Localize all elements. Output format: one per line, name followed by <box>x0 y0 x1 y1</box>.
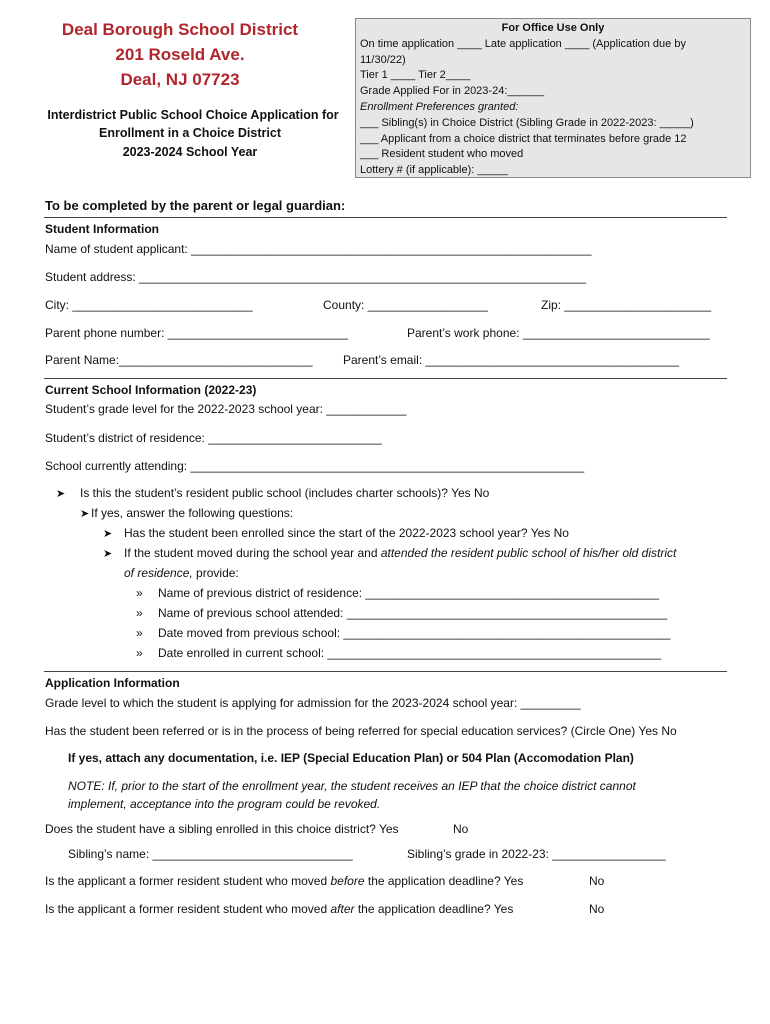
district-city: Deal, NJ 07723 <box>120 70 240 89</box>
moved-before-italic: before <box>330 874 365 888</box>
student-name-field[interactable]: Name of student applicant: ____________________________________________________________ <box>45 242 592 256</box>
sibling-name-field[interactable]: Sibling’s name: ______________________________ <box>68 847 353 861</box>
moved-question-cont <box>124 566 239 580</box>
double-arrow-icon: » <box>136 626 143 640</box>
office-line-lottery: Lottery # (if applicable): _____ <box>360 164 508 177</box>
moved-question-italic: attended the resident public school of his/her old district <box>380 546 677 560</box>
double-arrow-icon: » <box>136 606 143 620</box>
iep-note-line1: NOTE: If, prior to the start of the enrollment year, the student receives an IEP that the choice district cannot <box>68 779 636 793</box>
student-address-field[interactable]: Student address: ___________________________________________________________________ <box>45 270 587 284</box>
sibling-no-option[interactable]: No <box>453 822 469 836</box>
moved-after-text: Is the applicant a former resident student who moved <box>45 902 331 916</box>
date-moved-field[interactable]: Date moved from previous school: _________________________________________________ <box>158 626 671 640</box>
district-name: Deal Borough School District <box>61 20 299 39</box>
applying-grade-field[interactable]: Grade level to which the student is applying for admission for the 2023-2024 school year: _________ <box>45 696 581 710</box>
special-ed-question[interactable]: Has the student been referred or is in the process of being referred for special education services? (Circle One) Yes No <box>45 724 677 738</box>
attach-documentation-note: If yes, attach any documentation, i.e. IEP (Special Education Plan) or 504 Plan (Accomodation Plan) <box>68 751 634 765</box>
moved-after-tail: the application deadline? Yes <box>354 902 514 916</box>
moved-question-text: If the student moved during the school year and <box>124 546 381 560</box>
district-residence-field[interactable]: Student’s district of residence: __________________________ <box>45 431 382 445</box>
application-info-heading: Application Information <box>45 676 180 690</box>
office-line-grade: Grade Applied For in 2023-24:______ <box>360 85 545 98</box>
parent-email-field[interactable]: Parent’s email: ______________________________________ <box>343 353 680 367</box>
sibling-question[interactable]: Does the student have a sibling enrolled in this choice district? Yes <box>45 822 399 836</box>
arrow-bullet-icon: ➤ <box>103 528 113 540</box>
city-field[interactable]: City: ___________________________ <box>45 298 253 312</box>
sibling-grade-field[interactable]: Sibling’s grade in 2022-23: _________________ <box>407 847 666 861</box>
office-use-title: For Office Use Only <box>501 22 605 34</box>
arrow-bullet-icon: ➤ <box>103 548 113 560</box>
app-title-line2: Enrollment in a Choice District <box>99 126 281 140</box>
county-field[interactable]: County: __________________ <box>323 298 488 312</box>
iep-note-line2: implement, acceptance into the program could be revoked. <box>68 797 381 811</box>
intro-heading: To be completed by the parent or legal guardian: <box>45 198 346 213</box>
current-grade-field[interactable]: Student’s grade level for the 2022-2023 school year: ____________ <box>45 402 407 416</box>
if-yes-instruction: If yes, answer the following questions: <box>91 506 294 520</box>
district-address: 201 Roseld Ave. <box>115 45 245 64</box>
student-info-heading: Student Information <box>45 222 159 236</box>
office-use-box <box>355 18 751 178</box>
office-line-preferences: Enrollment Preferences granted: <box>360 100 519 113</box>
resident-school-question[interactable]: Is this the student’s resident public school (includes charter schools)? Yes No <box>80 486 490 500</box>
office-line-tier: Tier 1 ____ Tier 2____ <box>360 69 471 82</box>
divider <box>44 217 727 218</box>
moved-before-text: Is the applicant a former resident student who moved <box>45 874 331 888</box>
moved-before-tail: the application deadline? Yes <box>364 874 524 888</box>
arrow-bullet-icon: ➤ <box>56 488 66 500</box>
divider <box>44 671 727 672</box>
moved-before-question[interactable] <box>45 874 523 888</box>
office-line-applicant: ___ Applicant from a choice district that terminates before grade 12 <box>360 132 687 145</box>
moved-question-provide: provide: <box>192 566 239 580</box>
parent-phone-field[interactable]: Parent phone number: ___________________________ <box>45 326 348 340</box>
moved-after-no-option[interactable]: No <box>589 902 605 916</box>
school-attending-field[interactable]: School currently attending: ___________________________________________________________ <box>45 459 585 473</box>
enrolled-since-question[interactable]: Has the student been enrolled since the start of the 2022-2023 school year? Yes No <box>124 526 569 540</box>
moved-after-question[interactable] <box>45 902 513 916</box>
previous-district-field[interactable]: Name of previous district of residence: ____________________________________________ <box>158 586 660 600</box>
office-line-application: On time application ____ Late application ____ (Application due by <box>360 37 686 50</box>
double-arrow-icon: » <box>136 646 143 660</box>
double-arrow-icon: » <box>136 586 143 600</box>
previous-school-field[interactable]: Name of previous school attended: ________________________________________________ <box>158 606 668 620</box>
office-line-resident: ___ Resident student who moved <box>360 148 524 161</box>
arrow-bullet-icon: ➤ <box>80 508 90 520</box>
parent-name-field[interactable]: Parent Name:_____________________________ <box>45 353 313 367</box>
moved-after-italic: after <box>330 902 355 916</box>
zip-field[interactable]: Zip: ______________________ <box>541 298 712 312</box>
work-phone-field[interactable]: Parent’s work phone: ____________________________ <box>407 326 710 340</box>
current-school-heading: Current School Information (2022-23) <box>45 383 257 397</box>
moved-question <box>124 546 676 560</box>
office-line-sibling: ___ Sibling(s) in Choice District (Sibling Grade in 2022-2023: _____) <box>360 116 694 129</box>
moved-before-no-option[interactable]: No <box>589 874 605 888</box>
date-enrolled-field[interactable]: Date enrolled in current school: __________________________________________________ <box>158 646 662 660</box>
app-title-line3: 2023-2024 School Year <box>122 145 258 159</box>
moved-question-italic-2: of residence, <box>124 566 193 580</box>
app-title-line1: Interdistrict Public School Choice Application for <box>47 108 339 122</box>
divider <box>44 378 727 379</box>
office-line-due-date: 11/30/22) <box>360 53 406 66</box>
